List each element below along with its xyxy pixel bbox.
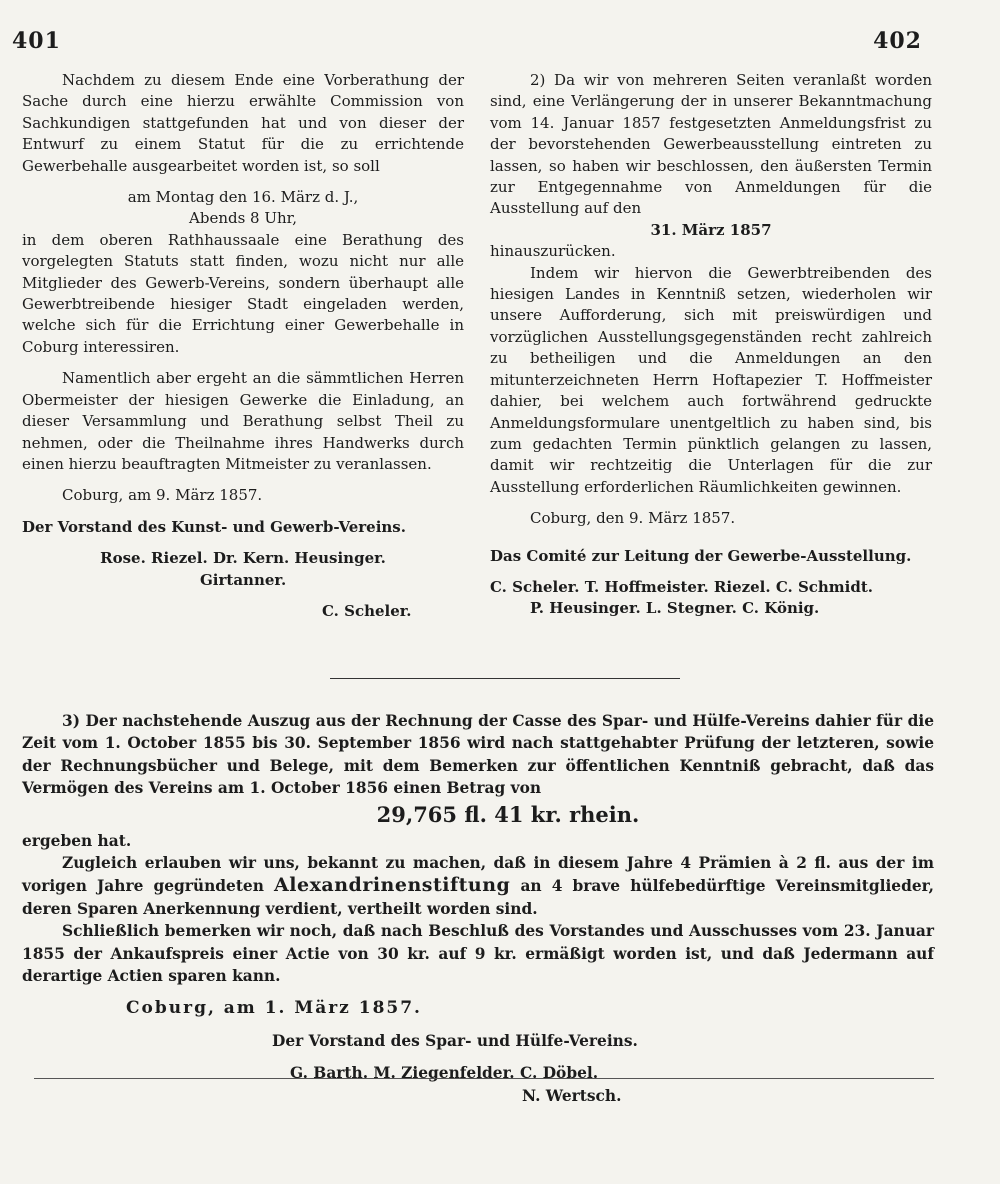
bottom-names-2: N. Wertsch. xyxy=(522,1086,622,1105)
bottom-amount-after: ergeben hat. xyxy=(22,831,132,850)
left-para-1: Nachdem zu diesem Ende eine Vorberathung der Sache durch eine hierzu erwählte Commission von Sachkundigen stattgefunden hat und von dieser der Entwurf zu einem Statut für die zu errichtende Gewerbehalle ausgearbeitet worden ist, so soll xyxy=(22,71,464,175)
left-place-date: Coburg, am 9. März 1857. xyxy=(62,486,263,505)
bottom-rule xyxy=(34,1078,934,1079)
fund-amount: 29,765 fl. 41 kr. rhein. xyxy=(376,801,640,827)
foundation-name: Alexandrinenstiftung xyxy=(274,874,511,897)
page-number-right: 402 xyxy=(873,28,922,54)
bottom-names-1: G. Barth. M. Ziegenfelder. C. Döbel. xyxy=(290,1064,599,1083)
bottom-board-signature: Der Vorstand des Spar- und Hülfe-Vereins. xyxy=(272,1031,638,1050)
left-board-signature: Der Vorstand des Kunst- und Gewerb-Vereins. xyxy=(22,517,406,536)
left-names-2: Girtanner. xyxy=(200,570,287,589)
right-para-1: 2) Da wir von mehreren Seiten veranlaßt worden sind, eine Verlängerung der in unserer Bekanntmachung vom 14. Januar 1857 festgesetzten Anmeldungsfrist zu der bevorstehenden Gewerbeausstellung eintreten zu lassen, so haben wir beschlossen, den äußersten Termin zur Entgegennahme von Anmeldungen für die Ausstellung auf den xyxy=(490,71,932,218)
bottom-para-3: Schließlich bemerken wir noch, daß nach Beschluß des Vorstandes und Ausschusses vom 23. Januar 1855 der Ankaufspreis einer Actie von 30 kr. auf 9 kr. ermäßigt worden ist, und daß Jedermann auf derartige Actien sparen kann. xyxy=(22,922,934,986)
left-column xyxy=(22,70,464,622)
bottom-para-2 xyxy=(22,852,934,920)
deadline-date: 31. März 1857 xyxy=(650,220,772,239)
right-committee-signature: Das Comité zur Leitung der Gewerbe-Ausstellung. xyxy=(490,546,912,565)
meeting-time: Abends 8 Uhr, xyxy=(189,209,297,228)
left-para-2: in dem oberen Rathhaussaale eine Berathung des vorgelegten Statuts statt finden, wozu nicht nur alle Mitglieder des Gewerb-Vereins, sondern überhaupt alle Gewerbtreibende hiesiger Stadt eingeladen werden, welche sich für die Errichtung einer Gewerbehalle in Coburg interessiren. xyxy=(22,230,464,356)
bottom-para-1: 3) Der nachstehende Auszug aus der Rechnung der Casse des Spar- und Hülfe-Vereins dahier für die Zeit vom 1. October 1855 bis 30. September 1856 wird nach stattgehabter Prüfung der letzteren, sowie der Rechnungsbücher und Belege, mit dem Bemerken zur öffentlichen Kenntniß gebracht, daß das Vermögen des Vereins am 1. October 1856 einen Betrag von xyxy=(22,712,934,798)
right-names-1: C. Scheler. T. Hoffmeister. Riezel. C. Schmidt. xyxy=(490,577,874,596)
section-divider xyxy=(330,678,680,679)
bottom-para-2-b: an 4 brave hülfebedürftige Vereinsmitglieder, deren Sparen Anerkennung verdient, vertheilt worden sind. xyxy=(22,877,935,918)
left-names-1: Rose. Riezel. Dr. Kern. Heusinger. xyxy=(100,549,386,568)
right-place-date: Coburg, den 9. März 1857. xyxy=(530,509,736,528)
bottom-para-2-a: Zugleich erlauben wir uns, bekannt zu machen, daß in diesem Jahre 4 Prämien à 2 fl. aus der im vorigen Jahre gegründeten xyxy=(22,854,934,896)
page-number-left: 401 xyxy=(12,28,61,54)
bottom-section xyxy=(22,710,934,1107)
left-para-3: Namentlich aber ergeht an die sämmtlichen Herren Obermeister der hiesigen Gewerke die Einladung, an dieser Versammlung und Berathung selbst Theil zu nehmen, oder die Theilnahme ihres Handwerks durch einen hierzu beauftragten Mitmeister zu veranlassen. xyxy=(22,369,464,473)
right-names-2: P. Heusinger. L. Stegner. C. König. xyxy=(530,599,820,618)
right-after-deadline: hinauszurücken. xyxy=(490,242,616,261)
right-column xyxy=(490,70,932,620)
bottom-place-date: Coburg, am 1. März 1857. xyxy=(126,998,422,1019)
right-para-2: Indem wir hiervon die Gewerbtreibenden des hiesigen Landes in Kenntniß setzen, wiederholen wir unsere Aufforderung, sich mit preiswürdigen und vorzüglichen Ausstellungsgegenständen recht zahlreich zu betheiligen und die Anmeldungen an den mitunterzeichneten Herrn Hoftapezier T. Hoffmeister dahier, bei welchem auch fortwährend gedruckte Anmeldungsformulare unentgeltlich zu haben sind, bis zum gedachten Termin pünktlich gelangen zu lassen, damit wir rechtzeitig die Unterlagen für die zur Ausstellung erforderlichen Räumlichkeiten gewinnen. xyxy=(490,263,932,496)
meeting-date: am Montag den 16. März d. J., xyxy=(127,188,359,207)
left-names-3: C. Scheler. xyxy=(322,601,412,620)
